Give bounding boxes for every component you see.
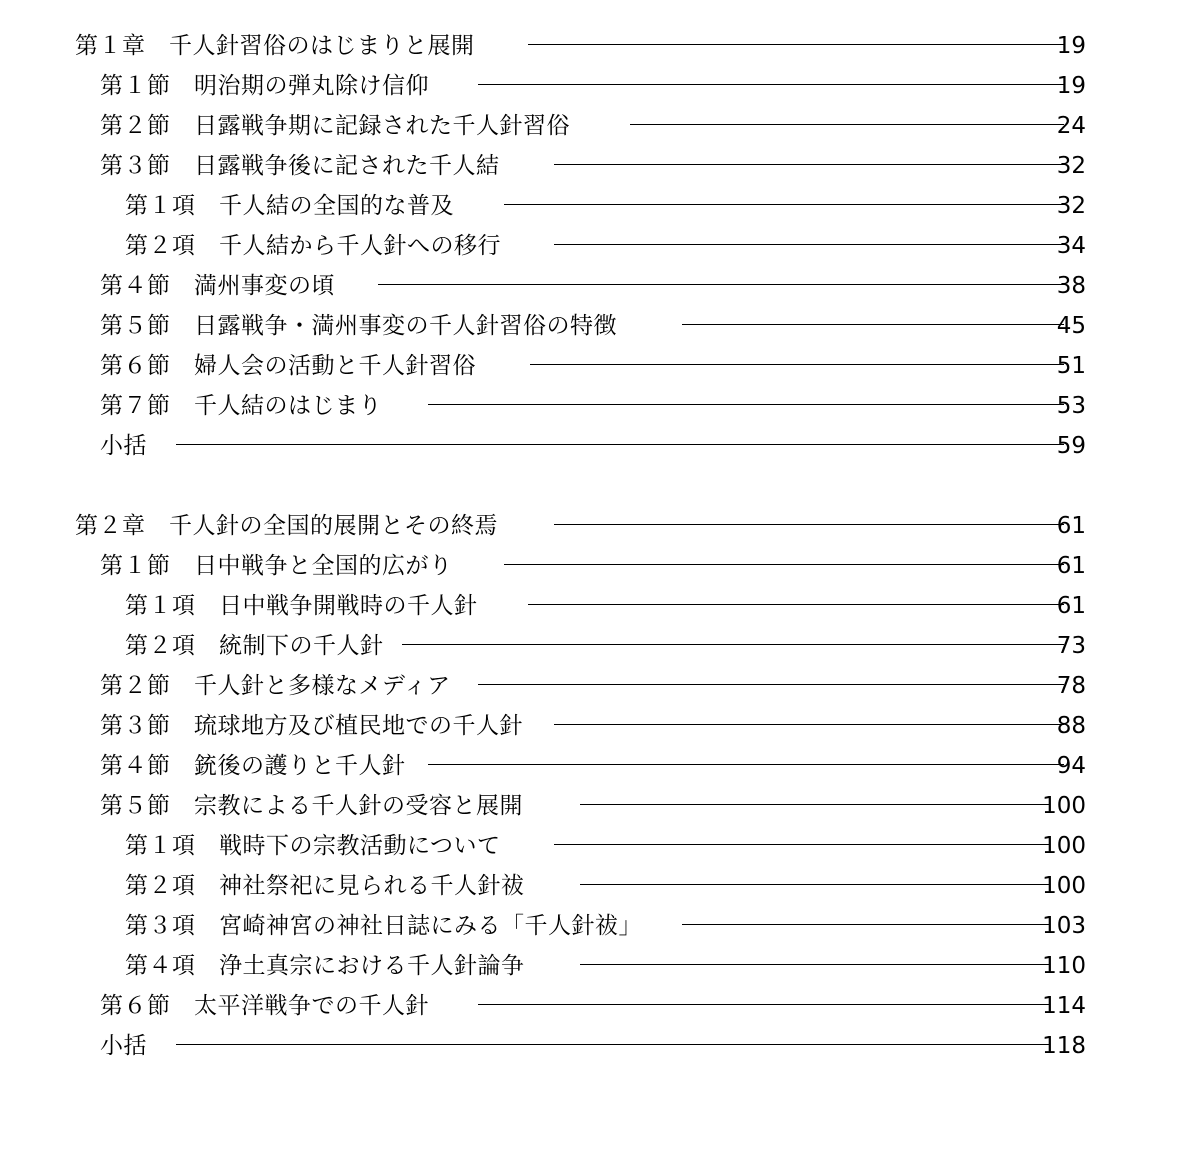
- dot-leader: [528, 604, 1064, 605]
- dot-leader: [504, 204, 1064, 205]
- page-number: 34: [1056, 233, 1086, 259]
- dot-leader: [428, 404, 1064, 405]
- dot-leader: [478, 84, 1064, 85]
- toc-section-row[interactable]: [0, 745, 1197, 785]
- section-title: 第２節 千人針と多様なメディア: [100, 673, 451, 699]
- toc-item-row[interactable]: [0, 865, 1197, 905]
- section-title: 第５節 日露戦争・満州事変の千人針習俗の特徴: [100, 313, 617, 339]
- table-of-contents: [0, 25, 1197, 1065]
- toc-section-row[interactable]: [0, 705, 1197, 745]
- page-number: 19: [1056, 33, 1086, 59]
- page-number: 88: [1056, 713, 1086, 739]
- toc-section-row[interactable]: [0, 665, 1197, 705]
- chapter-title: 第２章 千人針の全国的展開とその終焉: [75, 513, 498, 539]
- item-title: 第４項 浄土真宗における千人針論争: [125, 953, 525, 979]
- page-number: 59: [1056, 433, 1086, 459]
- toc-chapter-row[interactable]: [0, 505, 1197, 545]
- item-title: 第２項 神社祭祀に見られる千人針祓: [125, 873, 525, 899]
- dot-leader: [530, 364, 1064, 365]
- toc-section-row[interactable]: [0, 345, 1197, 385]
- item-title: 第３項 宮崎神宮の神社日誌にみる「千人針祓」: [125, 913, 642, 939]
- dot-leader: [682, 924, 1050, 925]
- dot-leader: [554, 164, 1064, 165]
- dot-leader: [378, 284, 1064, 285]
- dot-leader: [176, 444, 1064, 445]
- page-number: 61: [1056, 593, 1086, 619]
- page-number: 61: [1056, 513, 1086, 539]
- dot-leader: [402, 644, 1064, 645]
- page-number: 100: [1042, 833, 1086, 859]
- toc-item-row[interactable]: [0, 625, 1197, 665]
- page-number: 110: [1042, 953, 1086, 979]
- page-number: 53: [1056, 393, 1086, 419]
- section-title: 第３節 日露戦争後に記された千人結: [100, 153, 500, 179]
- summary-title: 小括: [100, 433, 147, 459]
- item-title: 第２項 統制下の千人針: [125, 633, 384, 659]
- dot-leader: [630, 124, 1064, 125]
- page-number: 32: [1056, 193, 1086, 219]
- toc-section-row[interactable]: [0, 985, 1197, 1025]
- chapter-title: 第１章 千人針習俗のはじまりと展開: [75, 33, 475, 59]
- toc-item-row[interactable]: [0, 225, 1197, 265]
- toc-section-row[interactable]: [0, 545, 1197, 585]
- dot-leader: [580, 884, 1050, 885]
- dot-leader: [682, 324, 1064, 325]
- item-title: 第２項 千人結から千人針への移行: [125, 233, 501, 259]
- dot-leader: [580, 964, 1050, 965]
- dot-leader: [580, 804, 1050, 805]
- page-number: 61: [1056, 553, 1086, 579]
- toc-item-row[interactable]: [0, 905, 1197, 945]
- section-title: 第６節 婦人会の活動と千人針習俗: [100, 353, 476, 379]
- section-title: 第３節 琉球地方及び植民地での千人針: [100, 713, 523, 739]
- page-number: 114: [1042, 993, 1086, 1019]
- toc-section-row[interactable]: [0, 305, 1197, 345]
- dot-leader: [504, 564, 1064, 565]
- dot-leader: [554, 524, 1064, 525]
- section-title: 第６節 太平洋戦争での千人針: [100, 993, 429, 1019]
- toc-summary-row[interactable]: [0, 1025, 1197, 1065]
- dot-leader: [554, 244, 1064, 245]
- toc-section-row[interactable]: [0, 385, 1197, 425]
- toc-item-row[interactable]: [0, 185, 1197, 225]
- page-number: 118: [1042, 1033, 1086, 1059]
- toc-section-row[interactable]: [0, 265, 1197, 305]
- section-title: 第４節 満州事変の頃: [100, 273, 335, 299]
- section-title: 第１節 日中戦争と全国的広がり: [100, 553, 453, 579]
- page-number: 73: [1056, 633, 1086, 659]
- toc-section-row[interactable]: [0, 145, 1197, 185]
- section-title: 第４節 銃後の護りと千人針: [100, 753, 406, 779]
- toc-item-row[interactable]: [0, 585, 1197, 625]
- toc-section-row[interactable]: [0, 65, 1197, 105]
- section-title: 第５節 宗教による千人針の受容と展開: [100, 793, 523, 819]
- dot-leader: [478, 1004, 1050, 1005]
- section-title: 第７節 千人結のはじまり: [100, 393, 382, 419]
- item-title: 第１項 戦時下の宗教活動について: [125, 833, 501, 859]
- page-number: 94: [1056, 753, 1086, 779]
- section-title: 第１節 明治期の弾丸除け信仰: [100, 73, 429, 99]
- section-title: 第２節 日露戦争期に記録された千人針習俗: [100, 113, 570, 139]
- page-number: 32: [1056, 153, 1086, 179]
- item-title: 第１項 千人結の全国的な普及: [125, 193, 454, 219]
- dot-leader: [528, 44, 1064, 45]
- chapter-spacer: [0, 465, 1197, 505]
- toc-section-row[interactable]: [0, 105, 1197, 145]
- toc-summary-row[interactable]: [0, 425, 1197, 465]
- page-number: 100: [1042, 793, 1086, 819]
- page-number: 24: [1056, 113, 1086, 139]
- page-number: 78: [1056, 673, 1086, 699]
- toc-section-row[interactable]: [0, 785, 1197, 825]
- summary-title: 小括: [100, 1033, 147, 1059]
- toc-item-row[interactable]: [0, 945, 1197, 985]
- toc-item-row[interactable]: [0, 825, 1197, 865]
- dot-leader: [478, 684, 1064, 685]
- item-title: 第１項 日中戦争開戦時の千人針: [125, 593, 478, 619]
- page-number: 38: [1056, 273, 1086, 299]
- toc-chapter-row[interactable]: [0, 25, 1197, 65]
- page-number: 45: [1056, 313, 1086, 339]
- dot-leader: [554, 724, 1064, 725]
- page-number: 103: [1042, 913, 1086, 939]
- page-number: 19: [1056, 73, 1086, 99]
- dot-leader: [554, 844, 1050, 845]
- dot-leader: [428, 764, 1064, 765]
- page-number: 51: [1056, 353, 1086, 379]
- page-number: 100: [1042, 873, 1086, 899]
- dot-leader: [176, 1044, 1050, 1045]
